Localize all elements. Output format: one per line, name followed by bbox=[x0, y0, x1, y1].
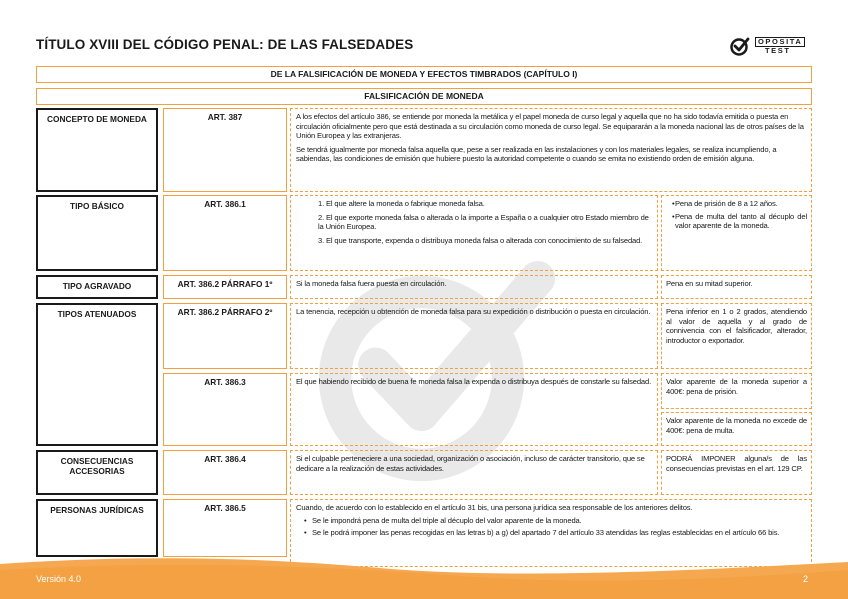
footer-wave bbox=[0, 556, 848, 599]
chapter-band: DE LA FALSIFICACIÓN DE MONEDA Y EFECTOS TIMBRADOS (CAPÍTULO I) bbox=[36, 66, 812, 83]
pena-basico bbox=[661, 195, 812, 271]
text-concepto-p2: Se tendrá igualmente por moneda falsa aquella que, pese a ser realizada en las instalaciones y con los materiales legales, se realiza incumpliendo, a sabiendas, las condiciones de emisión que hubiere puesto la autoridad competente o cuando se emita no existiendo orden de emisión alguna. bbox=[296, 144, 777, 164]
logo-text-bottom: TEST bbox=[765, 46, 791, 55]
basico-item-2: 2. El que exporte moneda falsa o alterada o la importe a España o a cualquier otro Estado miembro de la Unión Europea. bbox=[318, 212, 649, 232]
art-386-2-p1: ART. 386.2 PÁRRAFO 1º bbox=[163, 275, 287, 299]
juridicas-intro: Cuando, de acuerdo con lo establecido en el artículo 31 bis, una persona jurídica sea responsable de los anteriores delitos. bbox=[296, 503, 693, 512]
text-consecuencias: Si el culpable perteneciere a una sociedad, organización o asociación, incluso de carácter transitorio, que se dedicare a la realización de estas actividades. bbox=[290, 450, 658, 495]
concept-label-basico: TIPO BÁSICO bbox=[36, 195, 158, 271]
footer-version: Versión 4.0 bbox=[36, 574, 82, 584]
footer-page-number: 2 bbox=[803, 574, 809, 584]
juridicas-bullet-2: • Se le podrá imponer las penas recogidas en las letras b) a g) del apartado 7 del artículo 33 atendidas las reglas establecidas en el artículo 66 bis. bbox=[296, 528, 806, 538]
text-agravado: Si la moneda falsa fuera puesta en circulación. bbox=[290, 275, 658, 299]
basico-item-1: 1. El que altere la moneda o fabrique moneda falsa. bbox=[318, 199, 485, 208]
text-basico bbox=[290, 195, 658, 271]
logo bbox=[729, 35, 805, 57]
juridicas-bullet-1: • Se le impondrá pena de multa del triple al décuplo del valor aparente de la moneda. bbox=[296, 516, 806, 526]
pena-atenuados-2b: Valor aparente de la moneda no excede de 400€: pena de multa. bbox=[661, 412, 812, 446]
art-386-1: ART. 386.1 bbox=[163, 195, 287, 271]
check-circle-icon bbox=[729, 35, 751, 57]
art-386-3: ART. 386.3 bbox=[163, 373, 287, 446]
text-atenuados-2: El que habiendo recibido de buena fe moneda falsa la expenda o distribuya después de constarle su falsedad. bbox=[290, 373, 658, 446]
art-386-2-p2: ART. 386.2 PÁRRAFO 2º bbox=[163, 303, 287, 369]
text-concepto bbox=[290, 108, 812, 192]
art-386-4: ART. 386.4 bbox=[163, 450, 287, 495]
concept-label-juridicas: PERSONAS JURÍDICAS bbox=[36, 499, 158, 557]
text-concepto-p1: A los efectos del artículo 386, se entiende por moneda la metálica y el papel moneda de curso legal y aquella que no ha sido todavía emitida o puesta en circulación oficialmente pero que está destinada a su circulación como moneda de curso legal. Se equipararán a la moneda nacional las de otros países de la Unión Europea y las extranjeras. bbox=[296, 112, 804, 141]
pena-agravado: Pena en su mitad superior. bbox=[661, 275, 812, 299]
concept-label-agravado: TIPO AGRAVADO bbox=[36, 275, 158, 299]
text-atenuados-1: La tenencia, recepción u obtención de moneda falsa para su expedición o distribución o puesta en circulación. bbox=[290, 303, 658, 369]
concept-label-concepto: CONCEPTO DE MONEDA bbox=[36, 108, 158, 192]
art-387: ART. 387 bbox=[163, 108, 287, 192]
basico-pena-2: • Pena de multa del tanto al décuplo del valor aparente de la moneda. bbox=[664, 212, 807, 231]
logo-text-top: OPOSITA bbox=[755, 37, 805, 47]
concept-label-atenuados: TIPOS ATENUADOS bbox=[36, 303, 158, 446]
page-title: TÍTULO XVIII DEL CÓDIGO PENAL: DE LAS FALSEDADES bbox=[36, 37, 414, 52]
concept-label-consecuencias: CONSECUENCIAS ACCESORIAS bbox=[36, 450, 158, 495]
art-386-5: ART. 386.5 bbox=[163, 499, 287, 557]
basico-item-3: 3. El que transporte, expenda o distribuya moneda falsa o alterada con conocimiento de su falsedad. bbox=[318, 235, 643, 245]
pena-consecuencias: PODRÁ IMPONER alguna/s de las consecuencias previstas en el art. 129 CP. bbox=[661, 450, 812, 495]
pena-atenuados-2a: Valor aparente de la moneda superior a 400€: pena de prisión. bbox=[661, 373, 812, 409]
section-band: FALSIFICACIÓN DE MONEDA bbox=[36, 88, 812, 105]
basico-pena-1: • Pena de prisión de 8 a 12 años. bbox=[664, 199, 807, 209]
pena-atenuados-1: Pena inferior en 1 o 2 grados, atendiendo al valor de aquella y al grado de connivencia con el falsificador, alterador, introductor o exportador. bbox=[661, 303, 812, 369]
